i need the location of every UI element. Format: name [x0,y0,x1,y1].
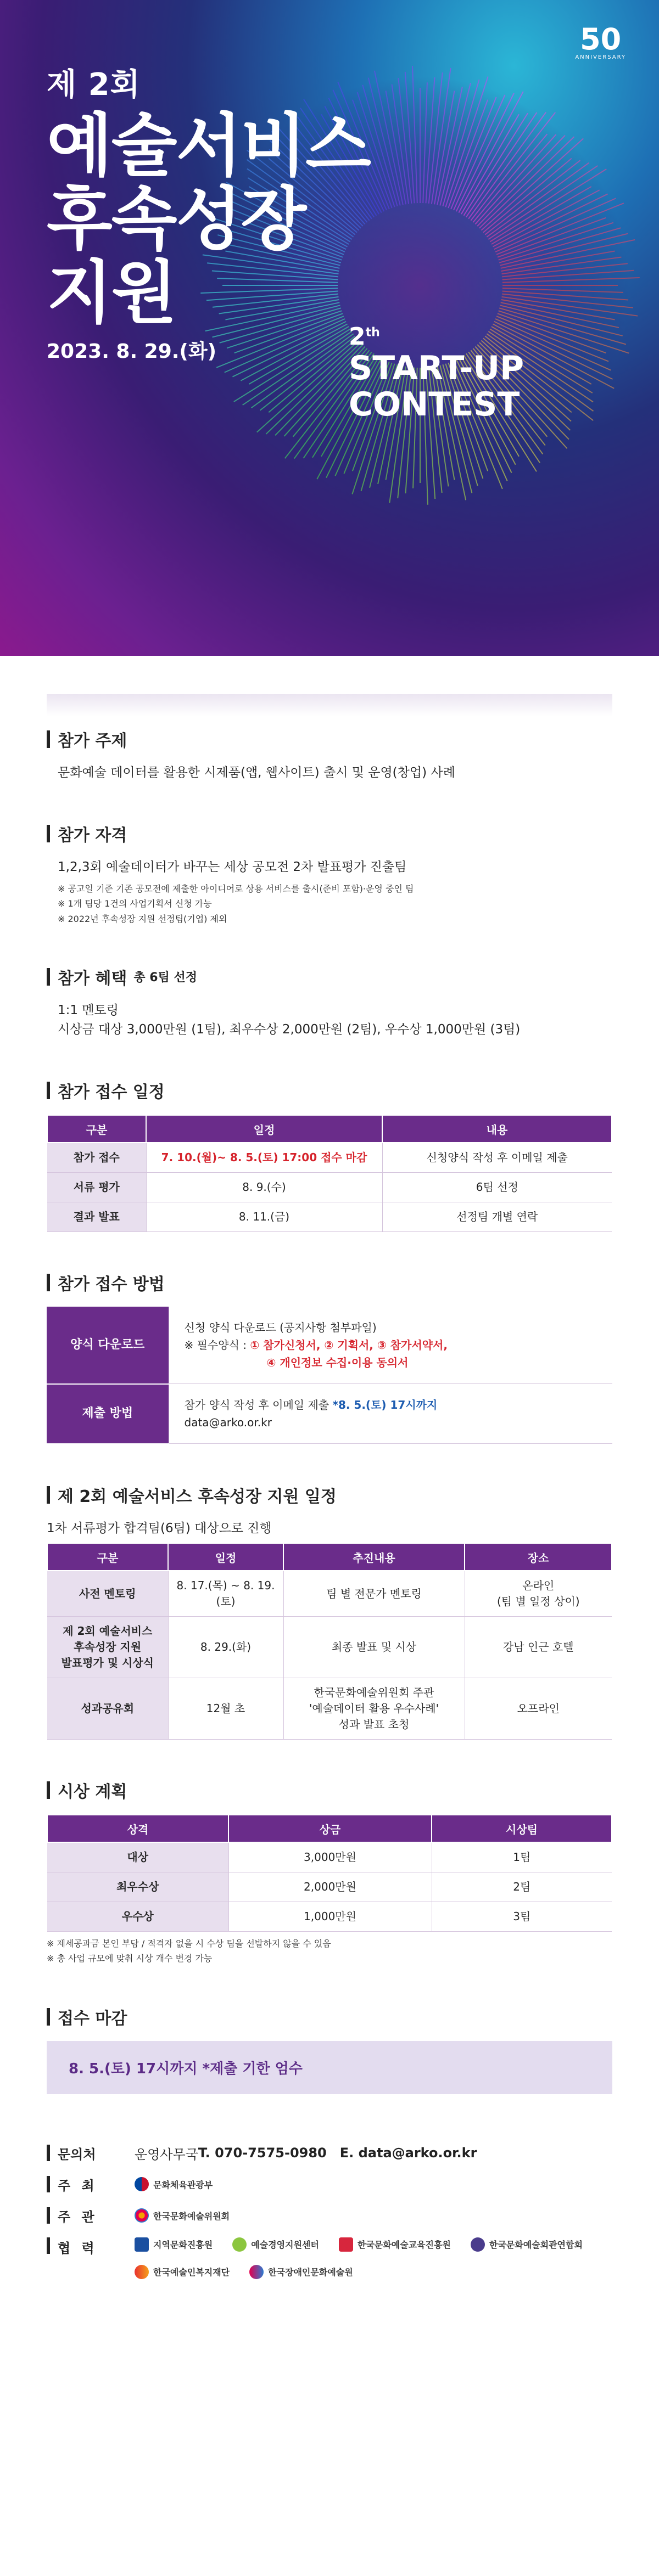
table-cell: 3팀 [432,1902,612,1932]
partner-name: 예술경영지원센터 [251,2240,319,2251]
event-date: 2023. 8. 29.(화) [47,340,217,363]
table-header-row [47,1115,612,1143]
table-cell: 최우수상 [47,1872,228,1902]
heading-bar [47,2207,50,2224]
table-cell: 온라인 (팀 별 일정 상이) [465,1571,612,1617]
partner-logo-icon [339,2237,353,2252]
host-label: 주 최 [58,2178,98,2193]
heading-bar [47,825,50,842]
partner-logo [232,2237,319,2252]
main-title-line: 후속성장 [47,179,306,259]
section-eligibility [47,822,612,926]
contact-row [47,2144,612,2163]
heading-bar [47,2176,50,2192]
table-cell: 신청양식 작성 후 이메일 제출 [382,1143,612,1173]
note: ※ 1개 팀당 1건의 사업기획서 신청 가능 [58,898,212,909]
section-heading [47,727,612,751]
support-schedule-table [47,1543,612,1740]
table-cell: 선정팀 개별 연락 [382,1202,612,1232]
contact-email[interactable]: E. data@arko.or.kr [339,2145,477,2161]
main-title [47,106,370,333]
table-cell: 오프라인 [465,1678,612,1740]
contest-line: CONTEST [349,385,520,424]
table-row [47,1307,612,1384]
edition-title: 제 2회 [47,67,141,103]
section-subtitle: 총 6팀 선정 [133,971,198,985]
section-heading [47,822,612,846]
partner-name: 한국예술인복지재단 [153,2267,230,2278]
cooperation-row [47,2237,612,2279]
table-row [47,1173,612,1202]
hero-banner [0,0,659,656]
section-title: 참가 접수 일정 [58,1083,165,1103]
table-cell: 서류 평가 [47,1173,146,1202]
section-heading [47,2005,612,2029]
section-title: 접수 마감 [58,2009,127,2028]
table-header: 내용 [382,1115,612,1143]
table-header: 추진내용 [283,1543,465,1571]
main-title-line: 예술서비스 [47,106,370,185]
table-header: 상격 [47,1815,228,1842]
section-heading [47,965,612,989]
note: ※ 공고일 기준 기존 공모전에 제출한 아이디어로 상용 서비스를 출시(준비 포함)·운영 중인 팀 [58,884,414,895]
table-cell: 사전 멘토링 [47,1571,168,1617]
section-heading [47,1483,612,1507]
emblem-icon [135,2177,149,2191]
topic-text: 문화예술 데이터를 활용한 시제품(앱, 웹사이트) 출시 및 운영(창업) 사례 [58,766,455,780]
method-label: 양식 다운로드 [47,1307,169,1384]
heading-bar [47,2008,50,2026]
table-row [47,1678,612,1740]
contest-line: START-UP [349,349,524,388]
table-cell: 7. 10.(월)~ 8. 5.(토) 17:00 접수 마감 [146,1143,382,1173]
deadline-box: 8. 5.(토) 17시까지 *제출 기한 엄수 [47,2041,612,2094]
contest-ordinal-suffix: th [365,325,380,340]
section-title: 참가 혜택 [58,969,127,988]
table-header-row [47,1543,612,1571]
partner-logo-icon [471,2237,485,2252]
table-cell: 최종 발표 및 시상 [283,1617,465,1678]
partner-logo [135,2265,230,2279]
table-header: 장소 [465,1543,612,1571]
contact-phone[interactable]: T. 070-7575-0980 [198,2145,327,2161]
heading-bar [47,730,50,748]
support-schedule-text: 1차 서류평가 합격팀(6팀) 대상으로 진행 [47,1521,272,1536]
table-cell: 6팀 선정 [382,1173,612,1202]
table-row [47,1872,612,1902]
table-row [47,1842,612,1872]
section-awards [47,1778,612,1966]
table-cell: 2팀 [432,1872,612,1902]
heading-bar [47,2145,50,2161]
table-header: 구분 [47,1115,146,1143]
table-row [47,1571,612,1617]
partner-logo [339,2237,451,2252]
method-value [169,1384,612,1444]
partner-logo-icon [232,2237,247,2252]
table-cell: 강남 인근 호텔 [465,1617,612,1678]
footer-info [47,2144,612,2279]
table-cell: 3,000만원 [228,1842,432,1872]
table-header: 일정 [146,1115,382,1143]
table-row [47,1384,612,1444]
table-cell: 성과공유회 [47,1678,168,1740]
table-cell: 8. 17.(목) ~ 8. 19.(토) [168,1571,283,1617]
section-method [47,1270,612,1444]
section-schedule [47,1078,612,1232]
table-cell: 참가 접수 [47,1143,146,1173]
table-cell: 1팀 [432,1842,612,1872]
table-cell: 2,000만원 [228,1872,432,1902]
host-logo [135,2177,213,2191]
table-cell: 1,000만원 [228,1902,432,1932]
heading-bar [47,1486,50,1504]
note: ※ 총 사업 규모에 맞춰 시상 개수 변경 가능 [47,1953,213,1964]
partner-logo-icon [135,2265,149,2279]
section-title: 참가 접수 방법 [58,1275,165,1295]
table-header-row [47,1815,612,1842]
partner-logo [135,2237,213,2252]
partner-name: 지역문화진흥원 [153,2240,213,2251]
table-cell: 8. 9.(수) [146,1173,382,1202]
note: ※ 2022년 후속성장 지원 선정팀(기업) 제외 [58,913,227,924]
benefit-line: 시상금 대상 3,000만원 (1팀), 최우수상 2,000만원 (2팀), 우수상 1,000만원 (3팀) [58,1022,521,1037]
organizer-row [47,2206,612,2225]
section-support-schedule [47,1483,612,1740]
table-header: 상금 [228,1815,432,1842]
benefit-line: 1:1 멘토링 [58,1003,119,1017]
main-title-line: 지원 [47,253,176,333]
table-header: 구분 [47,1543,168,1571]
anniversary-label: ANNIVERSARY [575,54,626,60]
organizer-logo [135,2208,230,2223]
table-cell: 대상 [47,1842,228,1872]
main-content [0,694,659,2335]
organizer-label: 주 관 [58,2209,98,2225]
host-name: 문화체육관광부 [153,2179,213,2190]
hero-title [47,60,370,333]
organizer-name: 한국문화예술위원회 [153,2211,230,2221]
section-title: 참가 자격 [58,825,127,845]
host-row [47,2175,612,2194]
table-row [47,1902,612,1932]
submission-deadline: *8. 5.(토) 17시까지 [332,1398,438,1412]
partner-logos [135,2237,607,2279]
section-title: 시상 계획 [58,1782,127,1802]
anniversary-number: 50 [580,22,622,57]
schedule-table [47,1115,612,1232]
partner-logo-icon [135,2237,149,2252]
heading-bar [47,2237,50,2254]
section-deadline [47,2005,612,2094]
required-forms-label: ※ 필수양식 : [184,1338,250,1352]
heading-bar [47,1781,50,1799]
table-cell: 우수상 [47,1902,228,1932]
contest-title [349,324,524,423]
table-cell: 8. 11.(금) [146,1202,382,1232]
content-top-fade [47,694,612,716]
anniversary-logo [575,22,626,60]
method-label: 제출 방법 [47,1384,169,1444]
method-table [47,1307,612,1444]
arko-logo-icon [135,2208,149,2223]
table-row [47,1617,612,1678]
heading-bar [47,1082,50,1099]
table-header: 일정 [168,1543,283,1571]
table-header: 시상팀 [432,1815,612,1842]
section-heading [47,1778,612,1802]
section-heading [47,1078,612,1103]
table-cell: 12월 초 [168,1678,283,1740]
section-heading [47,1270,612,1295]
partner-logo [249,2265,353,2279]
table-cell: 결과 발표 [47,1202,146,1232]
submission-email[interactable]: data@arko.or.kr [184,1416,272,1430]
cooperation-label: 협 력 [58,2240,98,2256]
heading-bar [47,1274,50,1291]
partner-logo-icon [249,2265,264,2279]
section-title: 참가 주제 [58,732,127,751]
awards-table [47,1814,612,1932]
section-benefits [47,965,612,1040]
table-cell: 8. 29.(화) [168,1617,283,1678]
partner-name: 한국문화예술회관연합회 [489,2240,583,2251]
table-cell: 제 2회 예술서비스 후속성장 지원 발표평가 및 시상식 [47,1617,168,1678]
method-line: 참가 양식 작성 후 이메일 제출 [184,1398,333,1412]
table-cell: 팀 별 전문가 멘토링 [283,1571,465,1617]
method-value [169,1307,612,1384]
note: ※ 제세공과금 본인 부담 / 적격자 없을 시 수상 팀을 선발하지 않을 수 있음 [47,1938,331,1949]
contact-office: 운영사무국 [135,2146,198,2162]
partner-name: 한국장애인문화예술원 [268,2267,353,2278]
table-row [47,1202,612,1232]
eligibility-text: 1,2,3회 예술데이터가 바꾸는 세상 공모전 2차 발표평가 진출팀 [58,859,407,874]
contact-label: 문의처 [58,2146,96,2162]
required-forms: ① 참가신청서, ② 기획서, ③ 참가서약서, [250,1338,448,1352]
contest-ordinal: 2 [349,323,366,351]
partner-name: 한국문화예술교육진흥원 [357,2240,451,2251]
method-line: 신청 양식 다운로드 (공지사항 첨부파일) [184,1321,377,1335]
table-row [47,1143,612,1173]
heading-bar [47,968,50,986]
section-title: 제 2회 예술서비스 후속성장 지원 일정 [58,1487,337,1506]
required-forms: ④ 개인정보 수집·이용 동의서 [266,1356,409,1370]
table-cell: 한국문화예술위원회 주관 '예술데이터 활용 우수사례' 성과 발표 초청 [283,1678,465,1740]
partner-logo [471,2237,583,2252]
